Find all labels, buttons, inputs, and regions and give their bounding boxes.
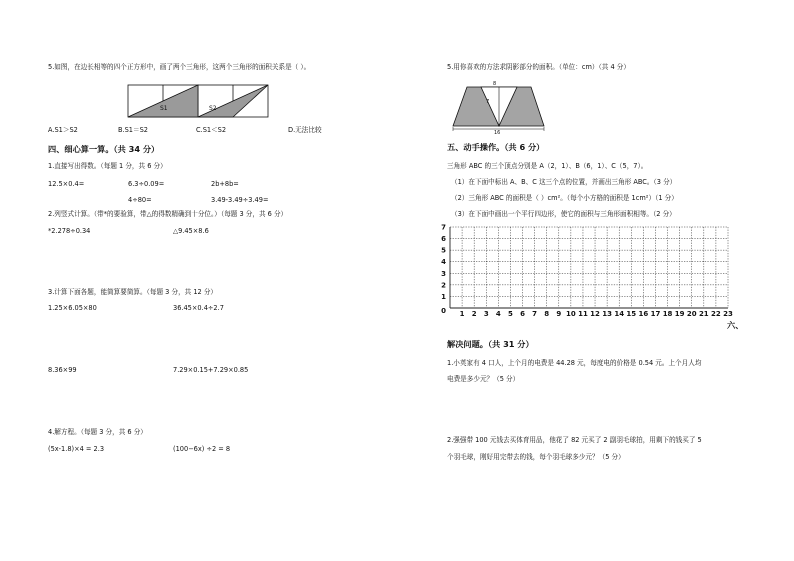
option-b: B.S1＝S2 [118,126,148,134]
q1-item-5: 3.49-3.49÷3.49= [211,196,269,204]
x-tick-label: 14 [614,310,625,318]
q2-title: 2.列竖式计算。（带*的要验算，带△的得数精确到十分位。）（每题 3 分，共 6 分） [48,210,288,218]
question-5-text: 5.如图，在边长相等的四个正方形中，画了两个三角形，这两个三角形的面积关系是（ ）。 [48,63,311,71]
x-tick-label: 1 [459,310,465,318]
section-5-item-1: （1）在下面中标出 A、B、C 这三个点的位置，并画出三角形 ABC。（3 分） [451,178,677,186]
x-tick-label: 20 [686,310,697,318]
section-5-item-2: （2）三角形 ABC 的面积是（ ）cm²。（每个小方格的面积是 1cm²）（1 分） [451,194,678,202]
option-c: C.S1＜S2 [196,126,227,134]
q1-item-4: 4÷80= [128,196,152,204]
q3-title: 3.计算下面各题，能简算要简算。（每题 3 分，共 12 分） [48,288,218,296]
x-tick-label: 17 [650,310,661,318]
x-tick-label: 9 [556,310,562,318]
s6-q2-line-2: 个羽毛球，刚好用完带去的钱，每个羽毛球多少元？（5 分） [447,453,625,461]
x-tick-label: 7 [532,310,538,318]
label-s1: S1 [160,105,168,112]
q3-item-3: 8.36×99 [48,366,77,374]
section-5-title: 五、动手操作。（共 6 分） [447,142,545,152]
x-tick-label: 16 [638,310,649,318]
x-tick-label: 18 [662,310,673,318]
y-tick-label: 4 [441,258,446,267]
y-tick-label: 1 [441,292,446,301]
section-6-title-number: 六、 [727,320,744,330]
x-tick-label: 6 [520,310,525,318]
option-d: D.无法比较 [288,126,322,134]
q1-title: 1.直接写出得数。（每题 1 分，共 6 分） [48,162,167,170]
y-tick-label: 6 [441,235,446,244]
q4-item-1: (5x-1.8)×4 = 2.3 [48,445,105,453]
trapezoid-figure [453,81,545,132]
x-tick-label: 13 [602,310,613,318]
x-tick-label: 12 [590,310,600,318]
section-5-item-3: （3）在下面中画出一个平行四边形，使它的面积与三角形面积相等。（2 分） [451,210,676,218]
s6-q2-line-1: 2.强强带 100 元钱去买体育用品，他花了 82 元买了 2 副羽毛球拍，用剩下的钱买了 5 [447,436,702,444]
y-tick-label: 2 [441,281,446,290]
x-tick-label: 19 [674,310,685,318]
y-tick-label: 3 [441,269,446,278]
q3-item-1: 1.25×6.05×80 [48,304,97,312]
x-tick-label: 3 [483,310,489,318]
q3-item-2: 36.45×0.4÷2.7 [173,304,224,312]
x-tick-label: 2 [471,310,477,318]
y-tick-label: 5 [441,246,446,255]
x-tick-label: 11 [578,310,588,318]
right-question-5-text: 5.用你喜欢的方法求阴影部分的面积。（单位：cm）（共 4 分） [447,63,630,71]
x-tick-label: 8 [544,310,550,318]
x-tick-label: 23 [723,310,733,318]
section-5-intro: 三角形 ABC 的三个顶点分别是 A（2，1）、B（6，1）、C（5，7）。 [447,162,648,170]
dim-height: 7 [486,99,490,105]
q3-item-4: 7.29×0.15+7.29×0.85 [173,366,249,374]
coordinate-grid [436,222,746,322]
s6-q1-line-2: 电费是多少元？（5 分） [447,375,520,383]
section-4-title: 四、细心算一算。（共 34 分） [48,144,160,154]
q2-item-2: △9.45×8.6 [173,227,209,235]
option-a: A.S1＞S2 [48,126,78,134]
x-tick-label: 10 [565,310,576,318]
x-tick-label: 21 [698,310,709,318]
x-tick-label: 5 [507,310,513,318]
s6-q1-line-1: 1.小英家有 4 口人，上个月的电费是 44.28 元，每度电的价格是 0.54 元。上个月人均 [447,359,702,367]
q1-item-3: 2b+8b= [211,180,239,188]
x-tick-label: 4 [495,310,501,318]
dim-top: 8 [493,81,497,87]
dim-bottom: 16 [494,130,501,136]
squares-figure [128,85,268,117]
q4-item-2: (100−6x) ÷2 = 8 [173,445,231,453]
origin-label: 0 [441,307,446,315]
x-tick-label: 22 [711,310,721,318]
section-6-title: 解决问题。（共 31 分） [447,339,534,349]
q4-title: 4.解方程。（每题 3 分，共 6 分） [48,428,147,436]
q1-item-2: 6.3÷0.09= [128,180,165,188]
y-tick-label: 7 [441,223,446,232]
q2-item-1: *2.278÷0.34 [48,227,91,235]
label-s2: S2 [209,105,217,112]
x-tick-label: 15 [626,310,637,318]
q1-item-1: 12.5×0.4= [48,180,85,188]
